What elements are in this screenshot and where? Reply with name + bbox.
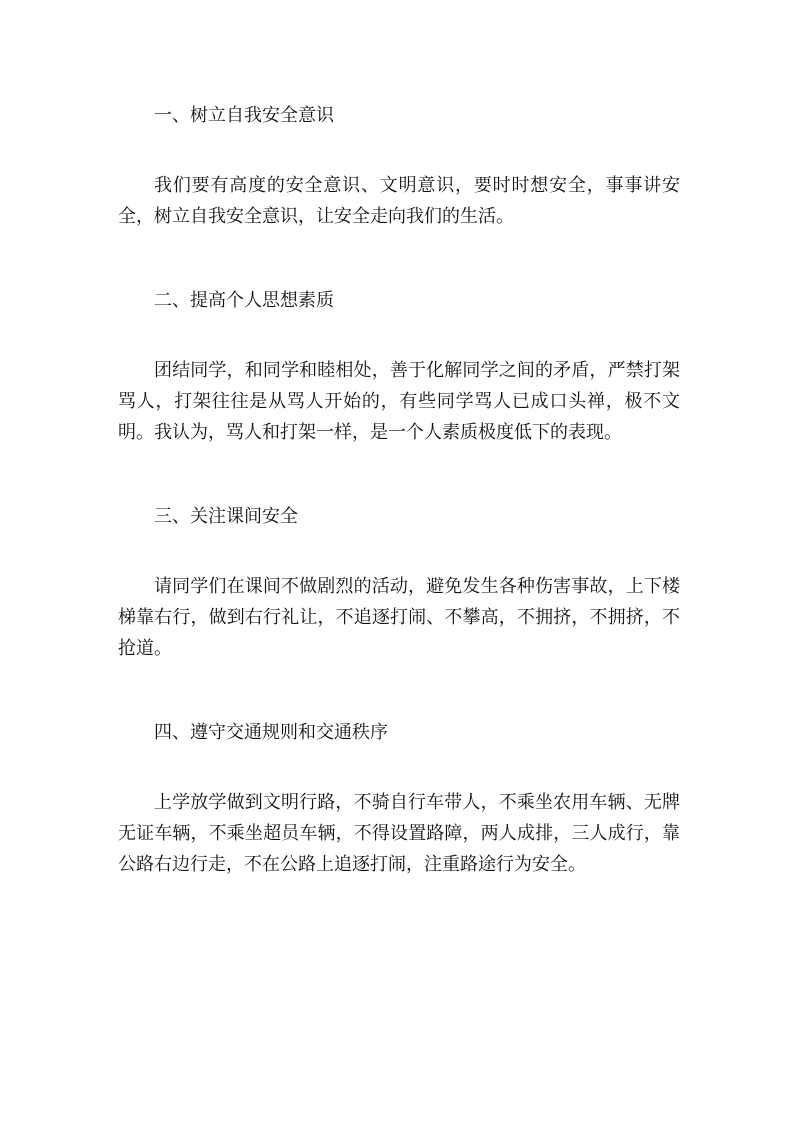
section-heading: 二、提高个人思想素质 xyxy=(154,290,334,311)
section-heading: 四、遵守交通规则和交通秩序 xyxy=(154,722,388,743)
section-paragraph: 上学放学做到文明行路，不骑自行车带人，不乘坐农用车辆、无牌无证车辆，不乘坐超员车辆，不得设置路障，两人成排，三人成行，靠公路右边行走，不在公路上追逐打闹，注重路途行为安全。 xyxy=(118,792,680,875)
section-paragraph: 我们要有高度的安全意识、文明意识，要时时想安全，事事讲安全，树立自我安全意识，让安全走向我们的生活。 xyxy=(118,175,680,227)
spacer xyxy=(118,543,680,571)
spacer xyxy=(118,232,680,275)
spacer xyxy=(118,327,680,355)
section-paragraph: 请同学们在课间不做剧烈的活动，避免发生各种伤害事故，上下楼梯靠右行，做到右行礼让，不追逐打闹、不攀高，不拥挤，不拥挤，不抢道。 xyxy=(118,576,680,659)
document-body xyxy=(118,90,680,880)
spacer xyxy=(118,142,680,170)
section-heading: 三、关注课间安全 xyxy=(154,506,298,527)
spacer xyxy=(118,664,680,707)
section-paragraph: 团结同学，和同学和睦相处，善于化解同学之间的矛盾，严禁打架骂人，打架往往是从骂人开始的，有些同学骂人已成口头禅，极不文明。我认为，骂人和打架一样，是一个人素质极度低下的表现。 xyxy=(118,360,680,443)
spacer xyxy=(118,759,680,787)
spacer xyxy=(118,448,680,491)
section-heading: 一、树立自我安全意识 xyxy=(154,105,334,126)
